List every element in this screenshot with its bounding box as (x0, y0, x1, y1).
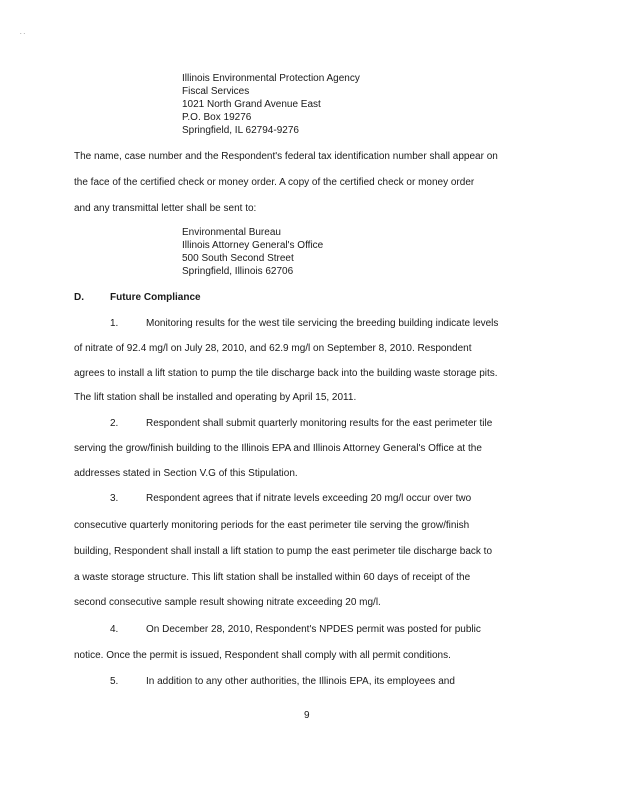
body-line: consecutive quarterly monitoring periods for the east perimeter tile serving the grow/finish (74, 520, 470, 531)
body-line: Respondent shall submit quarterly monitoring results for the east perimeter tile (146, 418, 493, 429)
item-number: 1. (110, 318, 119, 329)
body-line: In addition to any other authorities, the Illinois EPA, its employees and (146, 676, 455, 687)
item-number: 2. (110, 418, 119, 429)
address-line: P.O. Box 19276 (182, 112, 252, 123)
address-block-iepa (182, 72, 360, 137)
item-number: 4. (110, 624, 119, 635)
body-line: The name, case number and the Respondent's federal tax identification number shall appear on (74, 151, 498, 162)
address-line: 1021 North Grand Avenue East (182, 99, 321, 110)
body-line: and any transmittal letter shall be sent to: (74, 203, 257, 214)
address-line: Environmental Bureau (182, 227, 281, 238)
page-number: 9 (304, 710, 310, 721)
body-line: the face of the certified check or money order. A copy of the certified check or money order (74, 177, 475, 188)
body-line: serving the grow/finish building to the Illinois EPA and Illinois Attorney General's Office at the (74, 443, 482, 454)
item-number: 5. (110, 676, 119, 687)
body-line: Respondent agrees that if nitrate levels exceeding 20 mg/l occur over two (146, 493, 472, 504)
body-line: notice. Once the permit is issued, Respondent shall comply with all permit conditions. (74, 650, 451, 661)
scan-mark: . . (20, 30, 26, 36)
section-letter: D. (74, 292, 84, 303)
item-number: 3. (110, 493, 119, 504)
body-line: The lift station shall be installed and operating by April 15, 2011. (74, 392, 357, 403)
body-line: addresses stated in Section V.G of this Stipulation. (74, 468, 298, 479)
section-title: Future Compliance (110, 292, 201, 303)
address-line: Illinois Attorney General's Office (182, 240, 324, 251)
body-line: a waste storage structure. This lift station shall be installed within 60 days of receipt of the (74, 572, 471, 583)
body-line: On December 28, 2010, Respondent's NPDES permit was posted for public (146, 624, 481, 635)
body-line: agrees to install a lift station to pump the tile discharge back into the building waste storage pits. (74, 368, 498, 379)
body-line: of nitrate of 92.4 mg/l on July 28, 2010, and 62.9 mg/l on September 8, 2010. Respondent (74, 343, 472, 354)
address-line: Fiscal Services (182, 86, 250, 97)
body-line: Monitoring results for the west tile servicing the breeding building indicate levels (146, 318, 499, 329)
body-line: second consecutive sample result showing nitrate exceeding 20 mg/l. (74, 597, 381, 608)
address-block-ag (182, 226, 323, 278)
body-line: building, Respondent shall install a lift station to pump the east perimeter tile discharge back to (74, 546, 493, 557)
address-line: Illinois Environmental Protection Agency (182, 73, 360, 84)
address-line: 500 South Second Street (182, 253, 294, 264)
address-line: Springfield, IL 62794-9276 (182, 125, 299, 136)
address-line: Springfield, Illinois 62706 (182, 266, 294, 277)
